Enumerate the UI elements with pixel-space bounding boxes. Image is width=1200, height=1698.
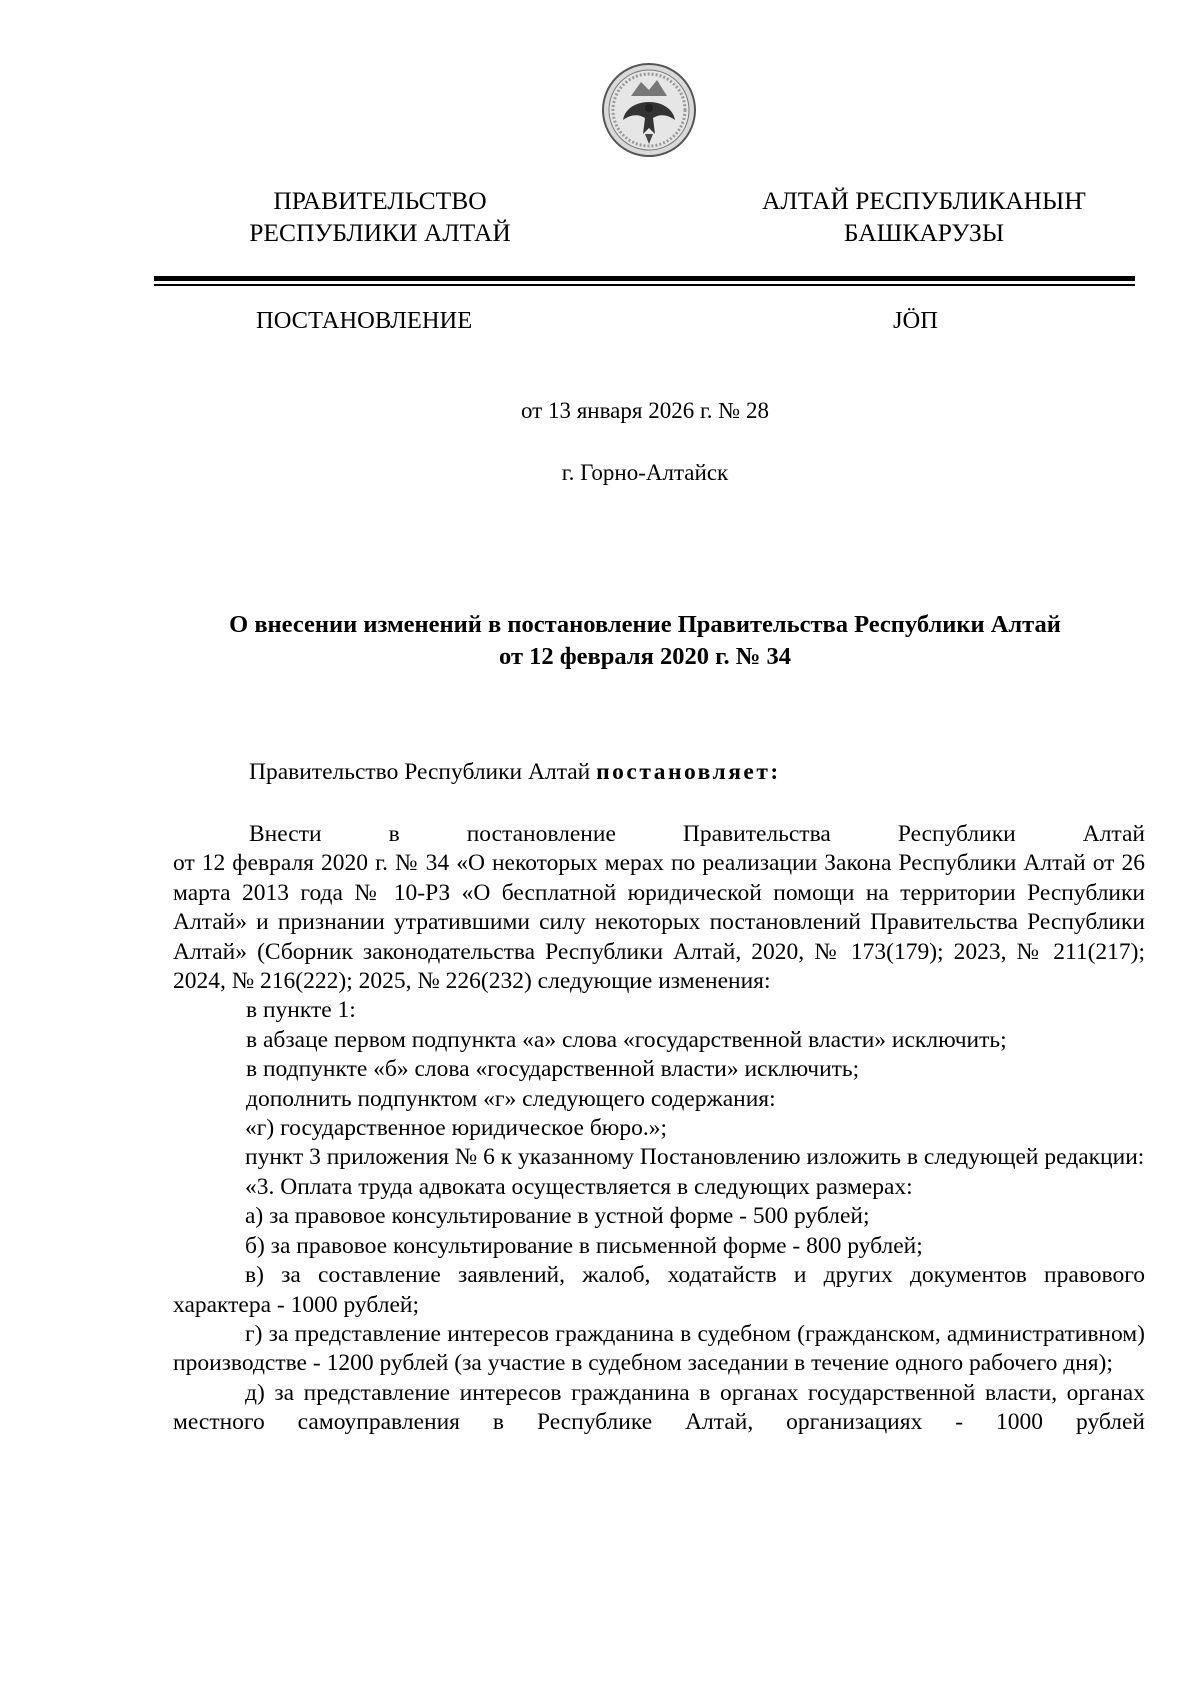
list-item: «3. Оплата труда адвоката осуществляется в следующих размерах:	[245, 1173, 913, 1200]
header-left	[240, 185, 520, 249]
para1-rest: от 12 февраля 2020 г. № 34 «О некоторых мерах по реализации Закона Республики Алтай от 26 марта 2013 года № 10-РЗ «О бесплатной юридической помощи на территории Республики Алтай» и признании утратившими силу некоторых постановлений Правительства Республики Алтай» (Сборник законодательства Республики Алтай, 2020, № 173(179); 2023, № 211(217); 2024, № 216(222); 2025, № 226(232) следующие изменения:	[173, 850, 1145, 995]
header-right-line2: БАШКАРУЗЫ	[843, 218, 1005, 247]
coat-of-arms-emblem	[601, 62, 697, 158]
header-divider-thin	[154, 284, 1135, 286]
list-item: в абзаце первом подпункта «а» слова «государственной власти» исключить;	[246, 1026, 1007, 1053]
title-line1: О внесении изменений в постановление Правительства Республики Алтай	[229, 611, 1061, 638]
list-item: а) за правовое консультирование в устной форме - 500 рублей;	[245, 1203, 870, 1230]
doc-type-russian: ПОСТАНОВЛЕНИЕ	[256, 307, 473, 334]
header-divider-thick	[154, 276, 1135, 281]
header-left-line2: РЕСПУБЛИКИ АЛТАЙ	[249, 218, 511, 247]
document-title	[150, 609, 1140, 673]
list-item: дополнить подпунктом «г» следующего содержания:	[246, 1085, 776, 1112]
para1-first-line: Внести в постановление Правительства Республики Алтай	[249, 821, 1145, 847]
intro-prefix: Правительство Республики Алтай	[249, 759, 597, 785]
place-line: г. Горно-Алтайск	[561, 460, 729, 485]
list-item: «г) государственное юридическое бюро.»;	[245, 1115, 668, 1142]
list-item: в подпункте «б» слова «государственной власти» исключить;	[246, 1056, 860, 1083]
header-right	[749, 185, 1099, 249]
list-item: в) за составление заявлений, жалоб, ходатайств и других документов правового характера - 1000 рублей;	[173, 1262, 1145, 1318]
list-item: б) за правовое консультирование в письменной форме - 800 рублей;	[245, 1232, 923, 1259]
list-item: пункт 3 приложения № 6 к указанному Постановлению изложить в следующей редакции:	[245, 1144, 1145, 1171]
doc-type-altai: JÖП	[893, 307, 938, 334]
header-right-line1: АЛТАЙ РЕСПУБЛИКАНЫҤ	[762, 186, 1086, 215]
date-number-line: от 13 января 2026 г. № 28	[520, 398, 769, 423]
list-item: г) за представление интересов гражданина в судебном (гражданском, административном) производстве - 1200 рублей (за участие в судебном заседании в течение одного рабочего дня);	[173, 1320, 1145, 1377]
title-line2: от 12 февраля 2020 г. № 34	[499, 643, 791, 670]
intro-paragraph	[173, 758, 1145, 787]
header-left-line1: ПРАВИТЕЛЬСТВО	[273, 186, 487, 215]
list-item: д) за представление интересов гражданина в органах государственной власти, органах местного самоуправления в Республике Алтай, организациях - 1000 рублей	[173, 1379, 1145, 1436]
list-item: в пункте 1:	[246, 997, 356, 1024]
intro-decree-word: постановляет:	[596, 759, 781, 785]
body-content	[173, 820, 1145, 1438]
